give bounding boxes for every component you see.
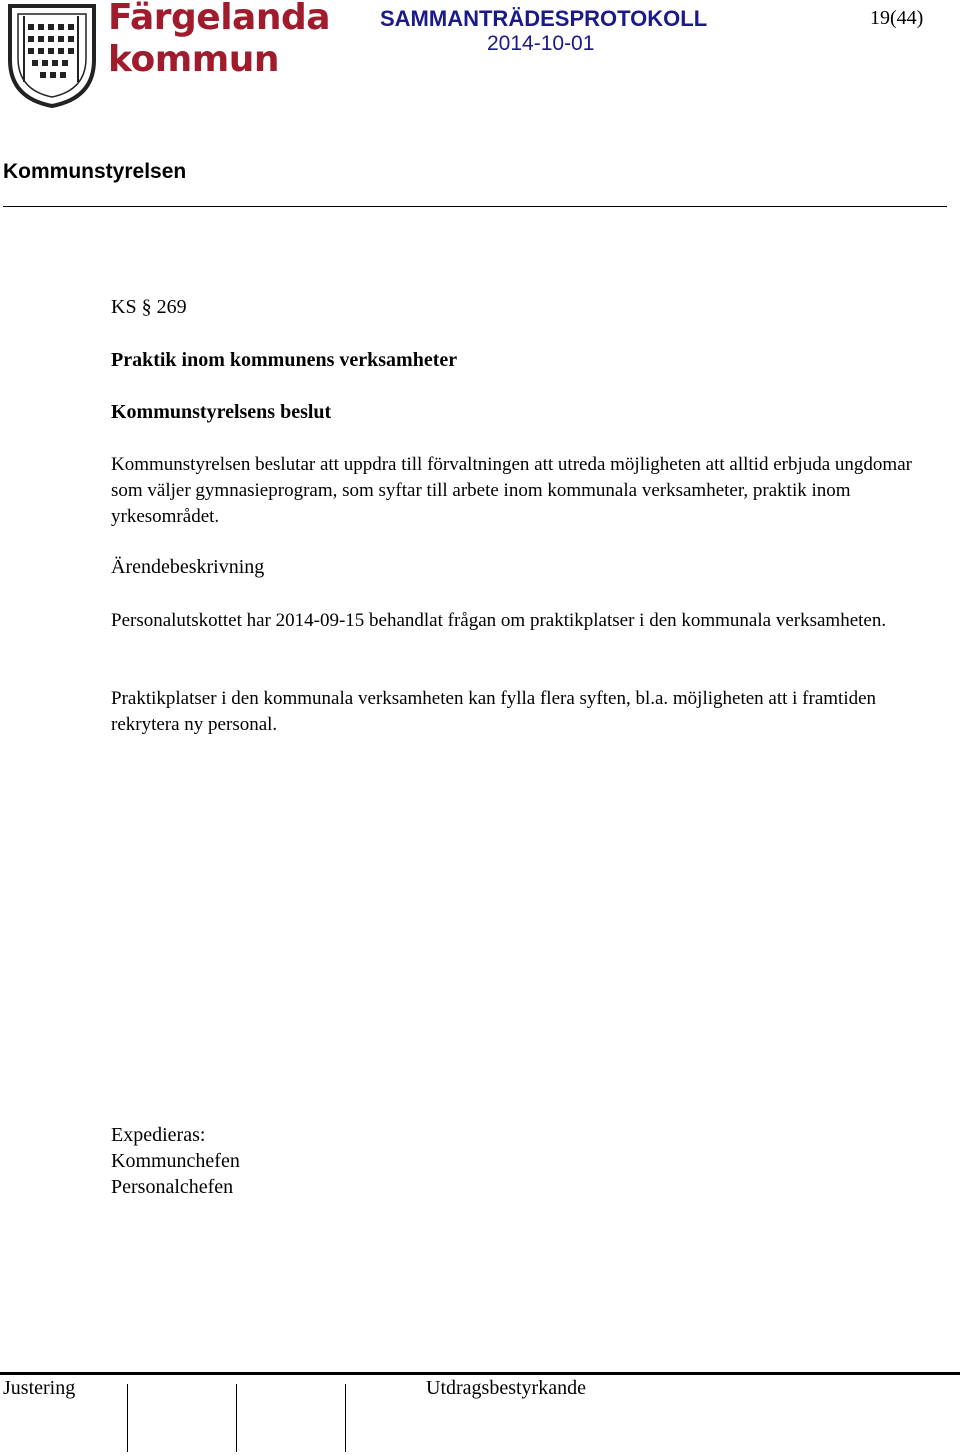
decision-text: Kommunstyrelsen beslutar att uppdra till förvaltningen att utreda möjligheten att alltid erbjuda ungdomar som väljer gymnasieprogram, som syftar till arbete inom kommunala verksamheter, praktik inom yrkesområdet. — [111, 454, 912, 527]
municipality-coat-of-arms-icon — [4, 2, 100, 110]
signature-box-divider — [345, 1384, 346, 1452]
document-title: SAMMANTRÄDESPROTOKOLL — [380, 6, 708, 31]
utdragsbestyrkande-label: Utdragsbestyrkande — [426, 1377, 586, 1399]
meeting-date: 2014-10-01 — [487, 32, 595, 55]
distribution-label: Expedieras: — [111, 1124, 206, 1146]
brand-line-1: Färgelanda — [108, 0, 331, 38]
description-paragraph-1: Personalutskottet har 2014-09-15 behandlat frågan om praktikplatser i den kommunala verksamheten. — [111, 610, 887, 631]
distribution-recipient: Kommunchefen — [111, 1150, 240, 1172]
justering-label: Justering — [3, 1377, 76, 1399]
brand-line-2: kommun — [108, 39, 279, 80]
header-divider — [3, 206, 947, 207]
signature-box-divider — [236, 1384, 237, 1452]
description-heading: Ärendebeskrivning — [111, 556, 265, 578]
description-paragraph-2: Praktikplatser i den kommunala verksamheten kan fylla flera syften, bl.a. möjligheten att i framtiden rekrytera ny personal. — [111, 688, 877, 735]
footer-divider — [0, 1372, 960, 1375]
page-number: 19(44) — [870, 7, 924, 29]
distribution-recipient: Personalchefen — [111, 1176, 234, 1198]
section-id: KS § 269 — [111, 296, 187, 318]
signature-box-divider — [127, 1384, 128, 1452]
municipality-logo-wordmark — [108, 0, 330, 78]
distribution-list — [111, 1122, 240, 1200]
committee-name: Kommunstyrelsen — [3, 160, 187, 183]
decision-heading: Kommunstyrelsens beslut — [111, 401, 332, 423]
item-title: Praktik inom kommunens verksamheter — [111, 349, 458, 371]
